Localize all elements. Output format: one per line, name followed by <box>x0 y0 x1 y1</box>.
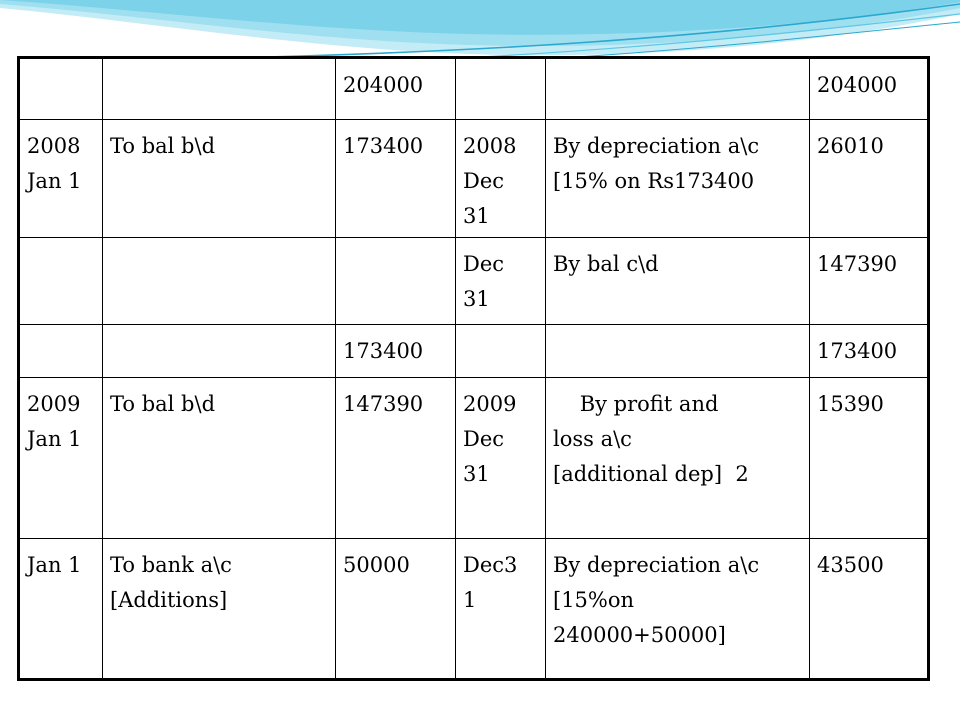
cell-text: Dec3 1 <box>463 553 518 612</box>
ledger-cell <box>336 539 456 680</box>
ledger-cell <box>19 539 103 680</box>
ledger-cell <box>546 58 810 120</box>
cell-text: 2009 Jan 1 <box>27 392 82 451</box>
cell-text: 2009 Dec 31 <box>463 392 517 486</box>
ledger-cell <box>103 120 336 238</box>
cell-text: To bank a\c [Additions] <box>110 553 232 612</box>
cell-text: 147390 <box>343 392 424 416</box>
ledger-cell <box>103 378 336 539</box>
cell-text: By profit and loss a\c [additional dep] 2 <box>553 392 749 486</box>
ledger-cell <box>810 238 929 325</box>
ledger-cell <box>336 58 456 120</box>
cell-text: 173400 <box>343 339 424 363</box>
cell-text: 2008 Jan 1 <box>27 134 82 193</box>
ledger-cell <box>546 378 810 539</box>
cell-text: By depreciation a\c [15%on 240000+50000] <box>553 553 760 647</box>
cell-text: 147390 <box>817 252 898 276</box>
cell-text: 15390 <box>817 392 884 416</box>
ledger-row <box>19 58 929 120</box>
ledger-cell <box>19 238 103 325</box>
ledger-cell <box>546 325 810 378</box>
cell-text: Jan 1 <box>27 553 82 577</box>
ledger-row <box>19 238 929 325</box>
ledger-table <box>17 56 930 681</box>
ledger-cell <box>810 539 929 680</box>
ledger-row <box>19 539 929 680</box>
cell-text: 173400 <box>817 339 898 363</box>
cell-text: Dec 31 <box>463 252 505 311</box>
ledger-cell <box>336 238 456 325</box>
cell-text: 173400 <box>343 134 424 158</box>
ledger-cell <box>810 378 929 539</box>
ledger-cell <box>336 378 456 539</box>
ledger-cell <box>456 58 546 120</box>
ledger-cell <box>456 120 546 238</box>
ledger-cell <box>456 238 546 325</box>
cell-text: To bal b\d <box>110 134 216 158</box>
cell-text: 2008 Dec 31 <box>463 134 517 228</box>
ledger-cell <box>19 378 103 539</box>
cell-text: 43500 <box>817 553 884 577</box>
ledger-cell <box>810 325 929 378</box>
cell-text: 204000 <box>343 73 424 97</box>
ledger-cell <box>103 58 336 120</box>
ledger-cell <box>546 539 810 680</box>
ledger-cell <box>103 325 336 378</box>
ledger-body <box>19 58 929 680</box>
ledger-cell <box>19 58 103 120</box>
cell-text: To bal b\d <box>110 392 216 416</box>
ledger-cell <box>336 120 456 238</box>
ledger-cell <box>810 120 929 238</box>
ledger-cell <box>546 238 810 325</box>
ledger-row <box>19 325 929 378</box>
ledger-row <box>19 378 929 539</box>
cell-text: 26010 <box>817 134 884 158</box>
ledger-cell <box>103 238 336 325</box>
ledger-cell <box>103 539 336 680</box>
cell-text: By bal c\d <box>553 252 659 276</box>
cell-text: By depreciation a\c [15% on Rs173400 <box>553 134 760 193</box>
ledger-cell <box>810 58 929 120</box>
ledger-cell <box>336 325 456 378</box>
cell-text: 204000 <box>817 73 898 97</box>
ledger-cell <box>19 120 103 238</box>
ledger-cell <box>546 120 810 238</box>
ledger-cell <box>456 539 546 680</box>
ledger-row <box>19 120 929 238</box>
ledger-cell <box>456 325 546 378</box>
cell-text: 50000 <box>343 553 410 577</box>
ledger-cell <box>19 325 103 378</box>
ledger-cell <box>456 378 546 539</box>
